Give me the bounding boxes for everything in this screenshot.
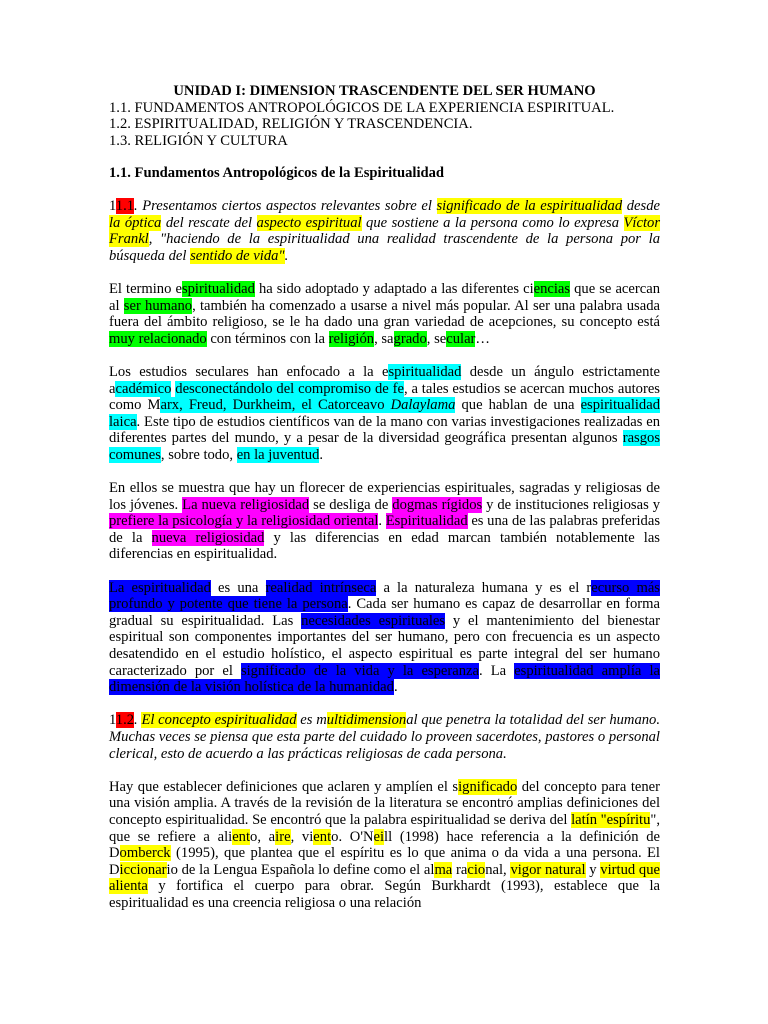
paragraph-text: que hablan de una: [455, 397, 581, 414]
paragraph-text: . Presentamos ciertos aspectos relevantes sobre el: [134, 197, 437, 214]
paragraph-text: .: [393, 679, 398, 696]
highlighted-text-yellow: ire: [275, 828, 291, 845]
highlighted-text-yellow: aspecto espiritual: [256, 214, 362, 231]
paragraph-text: , "haciendo de la espiritualidad una realidad trascendente de la persona por la búsqueda del: [109, 231, 660, 264]
highlighted-text-cyan: spiritualidad: [388, 363, 462, 380]
highlighted-text-red: 1.2: [115, 712, 135, 729]
highlighted-text-blue: ecurso más profundo y potente que tiene la persona: [109, 579, 660, 613]
paragraph-text: El termino e: [109, 280, 182, 297]
paragraph-text: Los estudios seculares han enfocado a la e: [109, 363, 389, 380]
paragraph-text: al que penetra la totalidad del ser humano. Muchas veces se piensa que esta parte del cuidado lo proveen sacerdotes, pastores o personal clerical, esto de acuerdo a las prácticas religiosas de cada persona.: [109, 712, 660, 762]
highlighted-text-yellow: iccionar: [119, 861, 167, 878]
paragraph-text: o, a: [250, 828, 276, 845]
paragraph-text: . La: [478, 662, 515, 679]
highlighted-text-yellow: ent: [313, 828, 332, 845]
highlighted-text-yellow: omberck: [119, 845, 171, 862]
highlighted-text-magenta: La nueva religiosidad: [182, 496, 310, 513]
paragraph-text: .: [319, 446, 324, 463]
paragraph-text: desde: [622, 197, 660, 214]
paragraph-text: con términos con la: [206, 330, 329, 347]
highlighted-text-yellow: ma: [434, 861, 453, 878]
paragraph-text: es una de las palabras preferidas de la: [109, 513, 660, 546]
highlighted-text-green: encias: [533, 280, 571, 297]
paragraph-text: , también ha comenzado a usarse a nivel más popular. Al ser una palabra usada fuera del ámbito religioso, se le ha dado una gran variedad de acepciones, su concepto está: [109, 297, 660, 331]
paragraph-text: y el mantenimiento del bienestar espiritual son componentes importantes del ser humano, pero con frecuencia es un aspecto desatendido en el estudio holístico, el aspecto espiritual es parte integral del ser humano caracterizado por el: [109, 612, 660, 679]
paragraph-text: o. O'N: [331, 828, 374, 845]
paragraph-text: , a tales estudios se acercan muchos autores como M: [109, 380, 660, 414]
paragraph-text: del concepto para tener una visión amplia. A través de la revisión de la literatura se encontró amplias definiciones del concepto espiritualidad. Se encontró que la palabra espiritualidad se deriva del: [109, 778, 660, 828]
paragraph-text: …: [475, 330, 491, 347]
paragraph-text: , sa: [374, 330, 394, 347]
paragraph-text: desde un ángulo estrictamente a: [109, 363, 660, 397]
highlighted-text-green: grado: [393, 330, 427, 347]
paragraph-text: Hay que establecer definiciones que aclaren y amplíen el s: [109, 778, 459, 795]
paragraph-text: ra: [452, 861, 468, 878]
paragraph-text: ", que se refiere a ali: [109, 811, 660, 845]
paragraph-text: nal,: [485, 861, 511, 878]
paragraph-text: es una: [210, 579, 266, 596]
highlighted-text-blue: realidad intrínseca: [265, 579, 377, 596]
section-title: 1.1. Fundamentos Antropológicos de la Espiritualidad: [109, 165, 445, 182]
paragraph-6: [109, 712, 660, 762]
highlighted-text-blue: significado de la vida y la esperanza: [240, 662, 479, 679]
paragraph-text: , se: [426, 330, 447, 347]
body-text: [109, 198, 660, 912]
paragraph-text: io de la Lengua Española lo define como el al: [166, 861, 435, 878]
paragraph-3: [109, 364, 660, 464]
document-title: UNIDAD I: DIMENSION TRASCENDENTE DEL SER HUMANO: [173, 83, 596, 99]
highlighted-text-green: muy relacionado: [109, 330, 207, 347]
paragraph-text: . Cada ser humano es capaz de desarrollar en forma gradual su espiritualidad. Las: [109, 596, 660, 629]
paragraph-text: . Este tipo de estudios científicos van de la mano con varias investigaciones realizadas en diferentes partes del mundo, y a pesar de la diversidad geográfica presentan algunos: [109, 413, 660, 447]
paragraph-text: es m: [296, 712, 327, 729]
paragraph-1: [109, 198, 660, 264]
highlighted-text-yellow: latín "espíritu: [571, 811, 651, 828]
paragraph-4: [109, 480, 660, 563]
highlighted-text-yellow: ultidimension: [326, 712, 407, 729]
highlighted-text-yellow: El concepto espiritualidad: [141, 712, 297, 729]
highlighted-text-green: ser humano: [123, 297, 193, 314]
paragraph-text: 1: [109, 712, 116, 729]
paragraph-text: del rescate del: [161, 214, 257, 231]
highlighted-text-cyan: espiritualidad laica: [109, 397, 660, 430]
highlighted-text-yellow: la óptica: [109, 214, 162, 231]
paragraph-text: y fortifica el cuerpo para obrar. Según Burkhardt (1993), establece que la espiritualidad es una creencia religiosa o una relación: [109, 878, 660, 911]
paragraph-text: y: [585, 861, 601, 878]
highlighted-text-yellow: Víctor Frankl: [109, 214, 660, 248]
highlighted-text-cyan: arx, Freud, Durkheim, el Catorceavo: [160, 397, 391, 414]
paragraph-text: .: [134, 712, 142, 729]
highlighted-text-magenta: prefiere la psicología y la religiosidad oriental: [109, 513, 379, 530]
paragraph-text: , vi: [290, 828, 314, 845]
paragraph-text: (1995), que plantea que el espíritu es lo que anima o da vida a una persona. El D: [109, 845, 660, 878]
highlighted-text-green: spiritualidad: [181, 280, 255, 297]
highlighted-text-magenta: dogmas rígidos: [392, 496, 483, 513]
highlighted-text-cyan: Dalaylama: [390, 397, 456, 414]
highlighted-text-yellow: cio: [467, 861, 486, 878]
paragraph-text: que se acercan al: [109, 280, 660, 314]
highlighted-text-yellow: ent: [232, 828, 251, 845]
paragraph-2: [109, 281, 660, 347]
toc-line-1: 1.1. FUNDAMENTOS ANTROPOLÓGICOS DE LA EXPERIENCIA ESPIRITUAL.: [109, 99, 615, 116]
paragraph-text: y de instituciones religiosas y: [482, 496, 660, 513]
paragraph-text: En ellos se muestra que hay un florecer de experiencias espirituales, sagradas y religiosas de los jóvenes.: [109, 480, 660, 513]
paragraph-7: [109, 779, 660, 912]
highlighted-text-green: religión: [328, 330, 375, 347]
paragraph-text: ha sido adoptado y adaptado a las diferentes ci: [254, 280, 534, 297]
highlighted-text-blue: espiritualidad amplía la dimensión de la visión holística de la humanidad: [109, 662, 660, 696]
highlighted-text-yellow: ignificado: [458, 778, 518, 795]
highlighted-text-blue: necesidades espirituales: [301, 612, 446, 629]
highlighted-text-green: cular: [446, 330, 476, 347]
highlighted-text-red: 1.1: [115, 197, 135, 214]
highlighted-text-yellow: virtud que alienta: [109, 861, 660, 895]
highlighted-text-cyan: cadémico: [115, 380, 172, 397]
highlighted-text-cyan: en la juventud: [236, 446, 320, 463]
paragraph-text: que sostiene a la persona como lo expresa: [361, 214, 624, 231]
highlighted-text-blue: La espiritualidad: [109, 579, 211, 596]
toc-line-2: 1.2. ESPIRITUALIDAD, RELIGIÓN Y TRASCENDENCIA.: [109, 116, 473, 133]
paragraph-text: ll (1998) hace referencia a la definición de D: [109, 828, 660, 862]
toc-line-3: 1.3. RELIGIÓN Y CULTURA: [109, 132, 288, 149]
highlighted-text-magenta: nueva religiosidad: [151, 529, 265, 546]
paragraph-text: se desliga de: [309, 496, 393, 513]
paragraph-text: 1: [109, 197, 116, 214]
highlighted-text-cyan: rasgos comunes: [109, 430, 660, 463]
highlighted-text-yellow: sentido de vida": [190, 247, 285, 264]
highlighted-text-cyan: desconectándolo del compromiso de fe: [175, 380, 404, 397]
paragraph-text: a la naturaleza humana y es el r: [376, 579, 592, 596]
highlighted-text-yellow: significado de la espiritualidad: [436, 197, 623, 214]
paragraph-text: .: [284, 247, 289, 264]
highlighted-text-magenta: Espiritualidad: [385, 513, 468, 530]
highlighted-text-yellow: vigor natural: [510, 861, 586, 878]
paragraph-text: y las diferencias en edad marcan también notablemente las diferencias en espiritualidad.: [109, 529, 660, 563]
paragraph-text: , sobre todo,: [160, 446, 237, 463]
paragraph-5: [109, 580, 660, 696]
highlighted-text-yellow: ei: [373, 828, 385, 845]
paragraph-text: .: [378, 513, 386, 530]
